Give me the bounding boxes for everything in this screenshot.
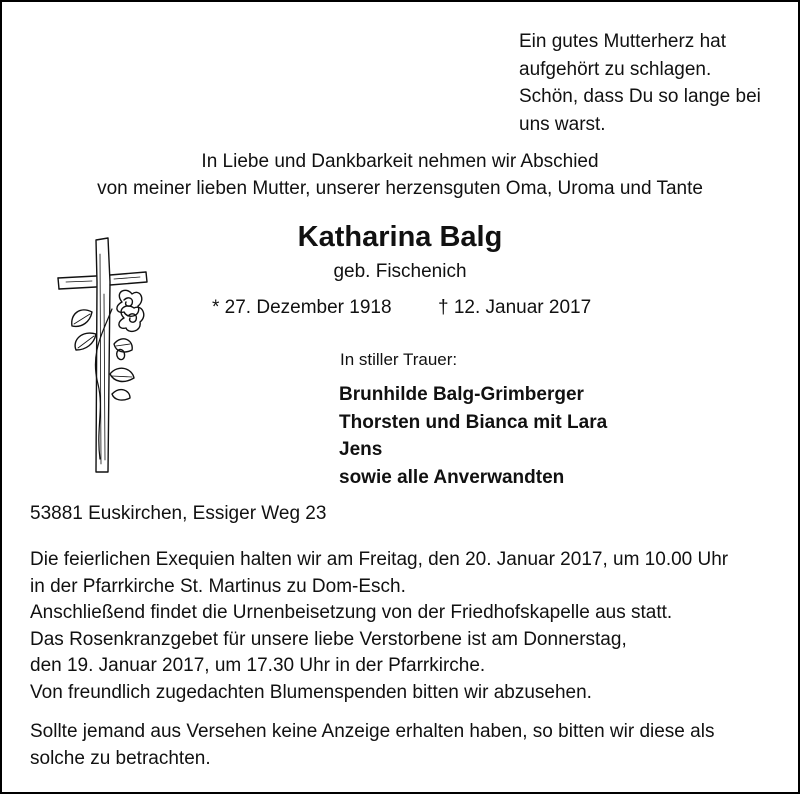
service-line: Anschließend findet die Urnenbeisetzung von der Friedhofskapelle aus statt. bbox=[30, 602, 673, 623]
mourner-name: Jens bbox=[339, 439, 383, 460]
service-line: Von freundlich zugedachten Blumenspenden bitten wir abzusehen. bbox=[30, 681, 592, 703]
quote-block bbox=[519, 28, 789, 138]
quote-line: Schön, dass Du so lange bei bbox=[519, 86, 761, 107]
quote-line: Ein gutes Mutterherz hat bbox=[519, 31, 726, 52]
birth-date: * 27. Dezember 1918 bbox=[212, 297, 392, 318]
service-line: in der Pfarrkirche St. Martinus zu Dom-Esch. bbox=[30, 575, 406, 597]
mourner-name: Thorsten und Bianca mit Lara bbox=[339, 411, 608, 433]
intro-text bbox=[2, 148, 798, 202]
quote-line: uns warst. bbox=[519, 113, 606, 135]
service-line: den 19. Januar 2017, um 17.30 Uhr in der Pfarrkirche. bbox=[30, 655, 486, 676]
mourner-name: Brunhilde Balg-Grimberger bbox=[339, 384, 584, 405]
address: 53881 Euskirchen, Essiger Weg 23 bbox=[30, 503, 327, 524]
quote-line: aufgehört zu schlagen. bbox=[519, 58, 712, 80]
cross-with-roses-icon bbox=[52, 234, 162, 474]
service-line: Die feierlichen Exequien halten wir am Freitag, den 20. Januar 2017, um 10.00 Uhr bbox=[30, 549, 729, 570]
death-date: † 12. Januar 2017 bbox=[438, 297, 592, 318]
deceased-name: Katharina Balg bbox=[297, 221, 503, 253]
closing-line: Sollte jemand aus Versehen keine Anzeige erhalten haben, so bitten wir diese als bbox=[30, 721, 715, 742]
mourner-name: sowie alle Anverwandten bbox=[339, 466, 565, 488]
closing-note bbox=[30, 718, 714, 772]
maiden-name: geb. Fischenich bbox=[333, 261, 467, 282]
mourners-list bbox=[339, 381, 607, 491]
intro-line: von meiner lieben Mutter, unserer herzensguten Oma, Uroma und Tante bbox=[97, 178, 703, 199]
service-line: Das Rosenkranzgebet für unsere liebe Verstorbene ist am Donnerstag, bbox=[30, 628, 627, 650]
intro-line: In Liebe und Dankbarkeit nehmen wir Abschied bbox=[201, 151, 599, 172]
service-details bbox=[30, 547, 728, 706]
closing-line: solche zu betrachten. bbox=[30, 748, 211, 769]
mourners-label: In stiller Trauer: bbox=[340, 350, 458, 369]
